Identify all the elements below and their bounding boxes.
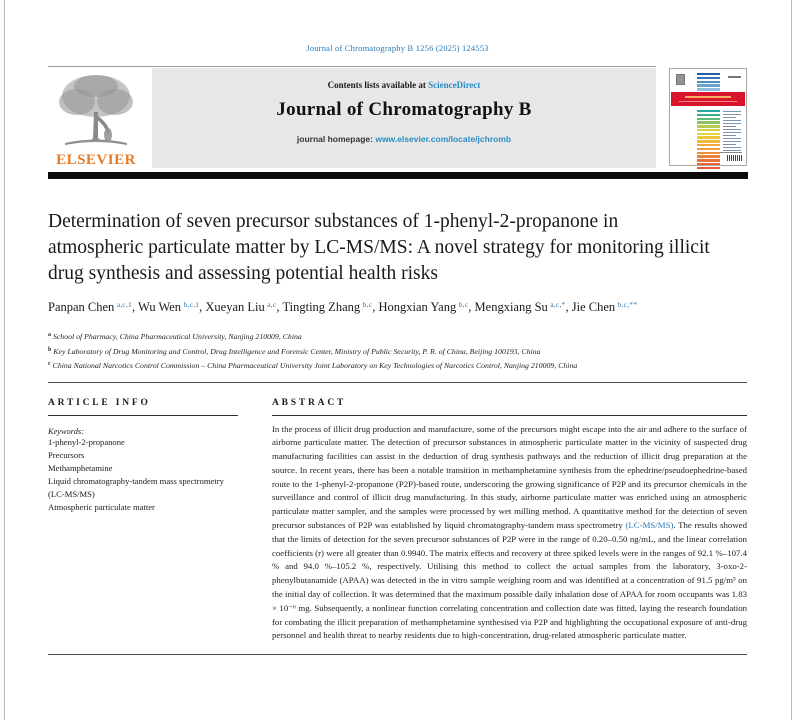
masthead — [48, 66, 747, 170]
journal-citation-text[interactable]: Journal of Chromatography B 1256 (2025) 124553 — [306, 43, 489, 53]
article-info-rule — [48, 415, 238, 416]
affiliation: $^a$ School of Pharmacy, China Pharmaceutical University, Nanjing 210009, China — [48, 332, 302, 341]
elsevier-wordmark: ELSEVIER — [56, 152, 136, 168]
author: Xueyan Liu $^{a,c}$, — [205, 300, 283, 314]
author: Wu Wen $^{b,c,1}$, — [138, 300, 206, 314]
article-title: Determination of seven precursor substances of 1-phenyl-2-propanone in atmospheric particulate matter by LC-MS/MS: A novel strategy for monitoring illicit drug synthesis and assessing potential health risks — [48, 211, 710, 284]
author-affiliation-sup: a,c,1 — [116, 300, 132, 309]
author: Hongxian Yang $^{b,c}$, — [378, 300, 475, 314]
author: Jie Chen $^{b,c,**}$ — [571, 300, 638, 314]
cover-footer-text — [720, 152, 742, 154]
homepage-link[interactable]: www.elsevier.com/locate/jchromb — [375, 134, 512, 144]
abstract-rule — [272, 415, 747, 416]
article-info-column — [48, 398, 238, 644]
info-abstract-columns — [48, 383, 747, 644]
section-divider-bottom — [48, 654, 747, 655]
affiliation: $^b$ Key Laboratory of Drug Monitoring and Control, Drug Intelligence and Forensic Center, Ministry of Public Security, P. R. of China, Beijing 100193, China — [48, 346, 541, 356]
elsevier-tree-icon — [53, 72, 139, 154]
cover-barcode-icon — [727, 155, 742, 161]
author-affiliation-sup: b,c,** — [617, 300, 638, 309]
abstract-heading: ABSTRACT — [272, 397, 347, 408]
homepage-line — [152, 134, 656, 144]
abstract-column — [272, 398, 747, 644]
author-affiliation-sup: b,c,1 — [183, 300, 200, 309]
abstract-part1: In the process of illicit drug production and manufacture, some of the precursors might escape into the air and adhere to the surface of airborne particulate matter. The detection of precursor substances in atmospheric particulate matter in the vicinity of suspected drug manufacturing facilities can assist in the deduction of drug synthesis pathways and the reduction of illicit drug preparation at the source. In recent years, there has been a notable transition in methamphetamine synthesis from the ephedrine/pseudoephedrine-based route to the 1-phenyl-2-propanone (P2P)-based route, underscoring the growing significance of P2P and its precursor chemicals in the surveillance and control of illicit drug manufacturing. In this study, airborne particulate matter was enriched using an atmospheric particulate matter sampler, and the samples were processed by wet milling method. A quantitative method for the detection of seven precursor substances of P2P was established by liquid chromatography-tandem mass spectrometry — [272, 423, 747, 531]
masthead-top-rule — [48, 66, 656, 67]
abstract-part2: . The results showed that the limits of detection for the seven precursor substances of P2P were in the range of 0.20–0.50 ng/mL, and the linear correlation coefficients (r) were all greater than 0.9940. The matrix effects and recovery at three spiked levels were in the ranges of 92.1 %–107.4 % and 94.0 %–105.2 %, respectively. Utilising this method to collect the actual samples from the laboratory, 3-oxo-2-phenylbutanamide (APAA) was detected in the in vitro sample weighing room and was identified at a concentration of 91.5 pg/m³ on the initial day of collection. It was determined that the maximum possible daily inhalation dose of APAA for room occupants was 1.83 × 10⁻⁶ mg. Subsequently, a nonlinear function correlating concentration and collection date was fitted, laying the research foundation for combating the illicit preparation of methamphetamine synthesised via P2P and highlighting the occupational exposure of anti-drug personnel and health threat to nearby residents due to high-concentration, drug-related atmospheric particulate matter. — [272, 520, 747, 641]
keyword: Atmospheric particulate matter — [48, 501, 155, 512]
author-affiliation-sup: b,c — [362, 300, 373, 309]
affiliation: $^c$ China National Narcotics Control Commission – China Pharmaceutical University Joint Laboratory on Key Technologies of Narcotics Control, Nanjing 210009, China — [48, 361, 578, 370]
author-affiliation-sup: b,c — [458, 300, 469, 309]
author: Tingting Zhang $^{b,c}$, — [282, 300, 379, 314]
author: Panpan Chen $^{a,c,1}$, — [48, 300, 139, 314]
pdf-page — [4, 0, 792, 720]
author-affiliation-sup: a,c — [267, 300, 277, 309]
sciencedirect-link[interactable]: ScienceDirect — [428, 80, 481, 90]
abstract-lcmsms-link[interactable]: (LC-MS/MS) — [625, 520, 674, 531]
journal-title: Journal of Chromatography B — [276, 99, 532, 120]
article-info-heading: ARTICLE INFO — [48, 397, 151, 408]
keywords-label: Keywords: — [48, 426, 84, 436]
contents-line — [152, 80, 656, 90]
keyword: Methamphetamine — [48, 462, 113, 473]
cover-stripes-body — [697, 110, 720, 171]
journal-citation[interactable] — [48, 0, 747, 53]
author: Mengxiang Su $^{a,c,*}$, — [474, 300, 572, 314]
keyword: Liquid chromatography-tandem mass spectrometry (LC-MS/MS) — [48, 475, 224, 499]
masthead-graybox — [152, 68, 656, 168]
keyword: Precursors — [48, 449, 85, 460]
masthead-black-bar — [48, 172, 748, 179]
cover-publisher-mark-icon — [676, 74, 685, 85]
abstract-text — [272, 423, 747, 644]
cover-contents-text — [723, 111, 741, 153]
affiliation-list — [48, 329, 747, 373]
elsevier-logo[interactable] — [48, 72, 144, 169]
journal-cover-thumbnail[interactable] — [669, 68, 747, 166]
homepage-prefix: journal homepage: — [296, 134, 376, 144]
cover-issue-text — [728, 76, 741, 78]
contents-prefix: Contents lists available at — [327, 80, 429, 90]
author-affiliation-sup: a,c,* — [550, 300, 566, 309]
cover-red-band — [671, 92, 745, 106]
keywords-list — [48, 436, 238, 514]
keyword: 1-phenyl-2-propanone — [48, 436, 125, 447]
author-list — [48, 296, 728, 316]
